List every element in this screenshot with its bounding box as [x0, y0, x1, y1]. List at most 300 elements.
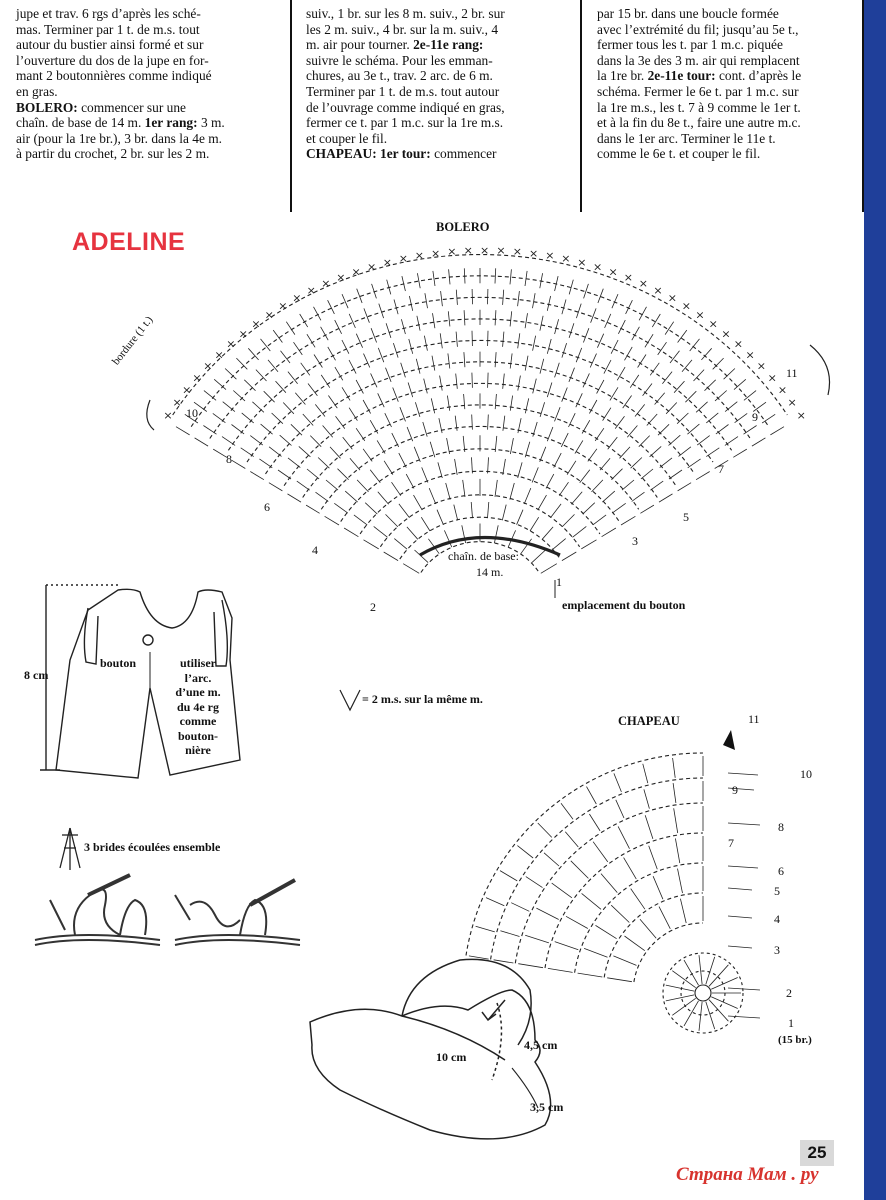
stitch-mark [364, 354, 370, 368]
stitch-x: × [226, 337, 236, 351]
stitch-x: × [561, 252, 571, 266]
stitch-mark [365, 503, 377, 514]
illustration-stroke [35, 940, 160, 945]
stitch-mark [725, 437, 738, 446]
stitch-mark [524, 488, 531, 504]
stitch-mark [582, 893, 601, 909]
stitch-mark [488, 373, 489, 388]
stitch-mark [591, 308, 597, 322]
stitch-mark [363, 449, 372, 462]
stitch-mark [438, 462, 442, 478]
stitch-mark [495, 352, 496, 367]
stitch-mark [639, 436, 650, 447]
stitch-mark [554, 453, 562, 468]
stitch-mark [495, 394, 496, 409]
stitch-x: × [733, 337, 743, 351]
stitch-x: × [777, 383, 788, 397]
crochet-illustration-left [35, 875, 160, 945]
chapeau-title: CHAPEAU [618, 714, 680, 728]
stitch-mark [392, 433, 399, 447]
stitch-x: × [787, 396, 797, 410]
stitch-mark [370, 470, 380, 483]
stitch-mark [589, 814, 600, 831]
stitch-x: × [278, 299, 288, 313]
stitch-mark [680, 899, 686, 923]
illustration-stroke [190, 902, 240, 927]
stitch-mark [338, 469, 349, 480]
stitch-mark [334, 503, 348, 513]
hat-crown [402, 959, 531, 1045]
brand-title: ADELINE [72, 228, 186, 256]
row-number: 1 [788, 1016, 794, 1030]
stitch-mark [433, 313, 435, 328]
stitch-mark [678, 483, 692, 491]
stitch-mark [295, 393, 305, 405]
stitch-mark [552, 883, 572, 898]
bolero-row-arc [266, 362, 695, 474]
stitch-mark [618, 826, 629, 848]
stitch-mark [725, 402, 737, 412]
stitch-mark [364, 308, 370, 322]
stitch-mark [669, 435, 681, 445]
stitch-mark [705, 380, 716, 391]
stitch-mark [345, 491, 357, 502]
magic-ring [695, 985, 711, 1001]
stitch-mark [417, 316, 420, 331]
text-line: et couper le fil. [306, 130, 388, 146]
stitch-mark [622, 480, 634, 490]
stitch-mark [261, 424, 273, 434]
stitch-mark [593, 515, 606, 525]
stitch-mark [402, 276, 406, 291]
row-number: 8 [778, 820, 784, 834]
stitch-mark [525, 935, 549, 943]
stitch-mark [569, 323, 574, 338]
stitch-mark [503, 290, 504, 305]
crochet-hook [250, 880, 295, 905]
stitch-x: × [182, 383, 192, 397]
stitch-mark [666, 995, 694, 1001]
crochet-illustration-right [175, 880, 300, 945]
stitch-mark [571, 861, 589, 879]
stitch-mark [456, 332, 457, 347]
stitch-mark [314, 307, 321, 321]
stitch-mark [233, 391, 245, 401]
stitch-mark [687, 424, 699, 434]
stitch-mark [547, 296, 550, 311]
stitch-x: × [796, 409, 806, 423]
stitch-x: × [695, 308, 705, 322]
stitch-mark [232, 425, 245, 434]
note-line: nière [185, 743, 211, 757]
leader-line [728, 1016, 760, 1018]
stitch-mark [547, 383, 552, 398]
stitch-mark [213, 413, 226, 422]
stitch-mark [650, 481, 663, 490]
text-line: et à la fin du 8e t., faire une autre m.c. [597, 115, 801, 131]
stitch-mark [437, 510, 443, 525]
stitch-mark [688, 459, 701, 468]
stitch-mark [517, 846, 533, 858]
row-heading: 1er tour: [380, 146, 431, 162]
stitch-mark [581, 540, 596, 549]
stitch-x: × [321, 277, 331, 291]
stitch-mark [488, 502, 489, 518]
stitch-mark [611, 905, 629, 922]
stitch-mark [644, 789, 650, 808]
stitch-x: × [681, 299, 692, 313]
stitch-mark [503, 416, 505, 431]
stitch-mark [364, 540, 379, 549]
stitch-x: × [653, 284, 663, 298]
section-heading: BOLERO: [16, 99, 78, 115]
text-span: commencer [430, 146, 497, 162]
note-line: d’une m. [175, 685, 221, 699]
stitch-mark [635, 404, 645, 416]
stitch-mark [584, 948, 607, 957]
stitch-mark [643, 764, 648, 783]
stitch-mark [403, 564, 419, 574]
stitch-mark [678, 330, 687, 342]
start-marker [723, 730, 735, 750]
stitch-mark [567, 461, 576, 475]
stitch-mark [306, 505, 320, 513]
stitch-mark [356, 428, 365, 441]
stitch-mark [569, 368, 575, 382]
stitch-mark [607, 978, 632, 982]
button-mark [143, 635, 153, 645]
button-place-label: emplacement du bouton [562, 598, 686, 612]
stitch-mark [195, 438, 209, 446]
stitch-mark [433, 271, 435, 286]
stitch-mark [446, 483, 451, 500]
stitch-mark [494, 525, 498, 543]
bolero-title: BOLERO [436, 220, 490, 234]
row-heading: 2e-11e rang: [413, 37, 484, 53]
stitch-mark [476, 926, 495, 932]
stitch-mark [640, 505, 654, 513]
section-heading: CHAPEAU: [306, 146, 381, 162]
stitch-x: × [545, 249, 555, 263]
stitch-mark [551, 504, 562, 518]
stitch-x: × [447, 245, 457, 259]
stitch-mark [278, 470, 291, 479]
stitch-mark [213, 449, 227, 457]
stitch-mark [647, 414, 657, 426]
stitch-mark [379, 304, 384, 319]
watermark: Страна Мам . ру [676, 1164, 819, 1185]
stitch-mark [649, 846, 658, 870]
stitch-mark [684, 1001, 699, 1026]
stitch-mark [559, 482, 568, 496]
note-line: l’arc. [184, 670, 212, 685]
stitch-mark [301, 363, 310, 376]
stitch-mark [448, 311, 450, 326]
row-number: 10 [186, 406, 198, 420]
stitch-mark [660, 458, 672, 468]
stitch-mark [503, 374, 505, 389]
stitch-mark [281, 351, 291, 363]
stitch-mark [641, 469, 653, 479]
stitch-mark [576, 348, 582, 362]
row-number: 3 [774, 943, 780, 957]
stitch-mark [547, 427, 553, 441]
stitch-mark [655, 393, 665, 405]
stitch-mark [288, 494, 302, 502]
stitch-mark [592, 480, 603, 492]
stitch-mark [349, 314, 355, 328]
stitch-mark [259, 459, 272, 468]
stitch-mark [713, 358, 724, 369]
illustration-stroke [175, 940, 300, 945]
stitch-mark [510, 483, 515, 500]
row-number: 1 [556, 575, 562, 589]
stitch-mark [541, 564, 557, 574]
stitch-mark [602, 528, 616, 537]
stitch-mark [223, 402, 235, 412]
stitch-mark [336, 416, 345, 428]
stitch-x: × [756, 359, 767, 373]
stitch-mark [250, 436, 262, 446]
stitch-mark [378, 393, 385, 407]
stitch-mark [471, 502, 472, 518]
row-number: 11 [786, 366, 798, 380]
stitch-mark [407, 527, 418, 539]
stitch-mark [518, 333, 520, 348]
stitch-mark [706, 1002, 715, 1030]
stitch-x: × [708, 317, 718, 331]
row-number: 5 [683, 510, 689, 524]
stitch-x: × [623, 271, 633, 284]
stitch-mark [242, 413, 254, 423]
stitch-mark [472, 415, 473, 430]
stitch-mark [297, 481, 310, 490]
stitch-mark [620, 447, 631, 458]
note-line: bouton- [177, 728, 218, 743]
stitch-mark [544, 853, 559, 866]
stitch-mark [613, 956, 636, 966]
stitch-x: × [414, 249, 425, 263]
stitch-mark [464, 352, 465, 367]
round-arc [575, 863, 703, 973]
stitch-mark [318, 458, 329, 469]
text-line: à partir du crochet, 2 br. sur les 2 m. [16, 146, 210, 162]
stitch-mark [583, 503, 595, 514]
stitch-mark [553, 539, 566, 550]
stitch-mark [561, 803, 573, 819]
stitch-mark [562, 552, 576, 561]
chain-label: chaîn. de base: [448, 549, 519, 563]
stitch-mark [605, 314, 611, 328]
stitch-mark [386, 514, 398, 527]
round-arc [466, 753, 703, 956]
stitch-mark [406, 474, 414, 488]
stitch-mark [677, 413, 688, 424]
stitch-mark [650, 446, 662, 456]
stitch-x: × [593, 260, 603, 274]
stitch-mark [244, 380, 255, 391]
row-number: 2 [786, 986, 792, 1000]
stitch-mark [356, 380, 363, 394]
stitch-mark [640, 919, 656, 938]
stitch-mark [540, 359, 544, 374]
stitch-mark [264, 391, 275, 402]
stitch-mark [323, 426, 333, 438]
stitch-mark [615, 416, 624, 428]
stitch-mark [696, 402, 708, 413]
text-line: suiv., 1 br. sur les 8 m. suiv., 2 br. sur [306, 6, 505, 21]
text-line: chures, au 3e t., trav. 2 arc. de 6 m. [306, 68, 493, 84]
stitch-mark [203, 426, 216, 435]
stitch-mark [696, 472, 710, 480]
stitch-mark [342, 387, 350, 400]
stitch-mark [533, 293, 536, 308]
stitch-x: × [431, 246, 441, 260]
stitch-mark [429, 488, 436, 504]
armhole [84, 608, 98, 664]
stitch-mark [409, 296, 412, 311]
stitch-mark [673, 758, 676, 778]
stitch-mark [440, 376, 443, 391]
stitch-mark [500, 931, 519, 937]
stitch-mark [464, 268, 465, 283]
stitch-mark [595, 428, 604, 441]
illustration-stroke [175, 895, 190, 920]
stitch-mark [349, 408, 357, 421]
stitch-mark [432, 356, 435, 371]
stitch-x: × [214, 348, 224, 362]
stitch-mark [555, 363, 560, 378]
stitch-mark [448, 353, 450, 368]
illustration-stroke [120, 900, 146, 935]
stitch-mark [538, 823, 552, 837]
stitch-mark [690, 339, 700, 351]
hat-dimension: 4,5 cm [524, 1038, 558, 1052]
stitch-mark [562, 343, 567, 358]
stitch-mark [733, 449, 747, 457]
bolero-diagram [147, 244, 830, 598]
stitch-mark [525, 313, 527, 328]
stitch-mark [176, 427, 190, 435]
text-line: mas. Terminer par 1 t. de m.s. tout [16, 21, 200, 37]
stitch-mark [631, 889, 645, 910]
stitch-mark [675, 838, 679, 863]
stitch-mark [384, 552, 398, 561]
stitch-mark [377, 440, 385, 453]
stitch-mark [632, 492, 645, 501]
stitch-mark [611, 469, 622, 480]
text-line: autour du bustier ainsi formé et sur [16, 37, 204, 53]
stitch-mark [625, 936, 645, 951]
stitch-mark [597, 334, 603, 348]
stitch-mark [378, 348, 384, 362]
stitch-mark [744, 426, 757, 435]
leader-line [728, 823, 760, 825]
stitch-x: × [638, 277, 648, 291]
stitch-mark [463, 480, 465, 497]
stitch-mark [589, 400, 597, 414]
stitch-mark [399, 453, 407, 468]
stitch-mark [384, 461, 393, 475]
stitch-mark [608, 437, 618, 449]
stitch-mark [222, 437, 235, 446]
stitch-mark [653, 876, 663, 899]
text-line: schéma. Fermer le 6e t. par 1 m.c. sur [597, 83, 799, 99]
stitch-mark [288, 458, 300, 468]
stitch-mark [685, 391, 696, 402]
stitch-mark [502, 505, 506, 521]
stitch-mark [562, 514, 574, 527]
stitch-mark [393, 343, 398, 358]
stitch-x: × [251, 317, 261, 331]
stitch-mark [401, 319, 405, 334]
stitch-mark [716, 425, 729, 434]
stitch-mark [386, 368, 392, 382]
stitch-mark [582, 420, 590, 433]
text-line: par 15 br. dans une boucle formée [597, 6, 779, 21]
stitch-mark [394, 300, 398, 315]
page-number: 25 [800, 1140, 834, 1166]
stitch-mark [587, 787, 597, 804]
stitch-mark [488, 415, 489, 430]
stitch-mark [530, 517, 539, 531]
row-number: 7 [718, 462, 724, 476]
stitch-mark [666, 985, 694, 991]
stitch-mark [669, 470, 682, 479]
stitch-mark [518, 376, 521, 391]
crochet-hook [88, 875, 130, 895]
stitch-mark [540, 316, 543, 331]
stitch-mark [575, 440, 583, 453]
stitch-mark [697, 436, 710, 446]
stitch-mark [300, 314, 308, 327]
stitch-x: × [721, 327, 731, 341]
text-line: dans la 3e des 3 m. air qui remplacent [597, 52, 800, 68]
stitch-mark [583, 328, 589, 342]
stitch-mark [342, 340, 349, 354]
stitch-mark [612, 294, 618, 308]
stitch-mark [625, 347, 633, 360]
text-line: jupe et trav. 6 rgs d’après les sché- [16, 6, 201, 21]
stitch-mark [770, 427, 784, 435]
text-span: chaîn. de base de 14 m. [16, 115, 145, 131]
stitch-x: × [172, 396, 182, 410]
text-span: commencer sur une [77, 99, 186, 115]
direction-arrow [488, 1000, 505, 1020]
stitch-mark [414, 495, 423, 510]
stitch-mark [511, 903, 529, 912]
stitch-mark [495, 436, 497, 452]
stitch-mark [638, 355, 646, 368]
vest-note [158, 656, 238, 758]
stitch-mark [321, 327, 329, 340]
stitch-mark [503, 459, 506, 475]
row-number: 7 [728, 836, 734, 850]
stitch-mark [618, 320, 625, 334]
stitch-mark [576, 304, 581, 319]
stitch-mark [571, 492, 582, 505]
vest-height-label: 8 cm [24, 668, 49, 682]
stitch-mark [422, 467, 428, 482]
stitch-mark [343, 437, 353, 449]
text-line: suivre le schéma. Pour les emman- [306, 52, 493, 68]
text-line: l’ouverture du dos de la jupe en for- [16, 52, 209, 68]
stitch-x: × [577, 255, 587, 269]
stitch-mark [670, 351, 680, 363]
stitch-mark [326, 480, 338, 490]
stitch-mark [650, 363, 659, 376]
stitch-mark [399, 504, 410, 518]
